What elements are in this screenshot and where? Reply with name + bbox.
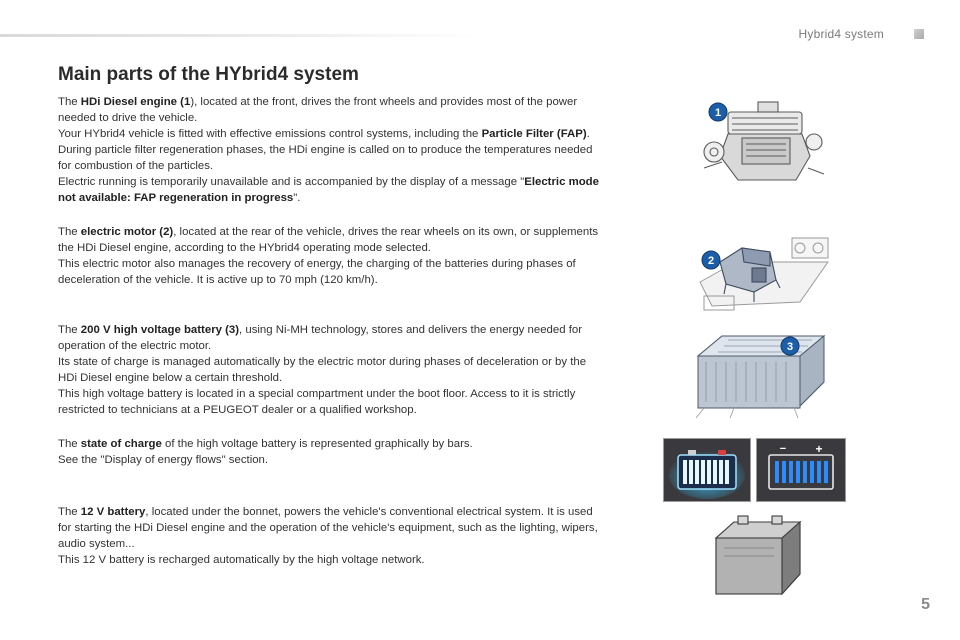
paragraph-electric-motor: The electric motor (2), located at the rear of the vehicle, drives the rear wheels on its own, or supplements the HDi Diesel engine, according to the HYbrid4 operating mode selected. This electric motor also manages the recovery of energy, the charging of the batteries during phases of deceleration of the vehicle. It is active up to 70 mph (120 km/h). [58, 226, 599, 286]
corner-tab-icon [914, 29, 924, 39]
section-label: Hybrid4 system [798, 27, 884, 41]
electric-motor-illustration [696, 222, 834, 318]
state-of-charge-glow-display [663, 438, 751, 502]
state-of-charge-bars-display [756, 438, 846, 502]
engine-illustration [698, 98, 830, 190]
header-rule [0, 34, 480, 37]
callout-3-label: 3 [786, 341, 794, 353]
paragraph-engine: The HDi Diesel engine (1), located at the front, drives the front wheels and provides most of the power needed to drive the vehicle. Your HYbrid4 vehicle is fitted with effective emissions control systems, including the Particle Filter (FAP). During particle filter regeneration phases, the HDi engine is called on to produce the temperatures needed for combustion of the particles. Electric running is temporarily unavailable and is accompanied by the display of a message "Electric mode not available: FAP regeneration in progress". [58, 96, 599, 204]
callout-1-label: 1 [714, 107, 722, 119]
page-title: Main parts of the HYbrid4 system [58, 64, 359, 85]
battery-plus-symbol: + [815, 442, 823, 456]
paragraph-12v-battery: The 12 V battery, located under the bonnet, powers the vehicle's conventional electrical system. It is used for starting the HDi Diesel engine and the operation of the vehicle's equipment, such as the lighting, wipers, audio system... This 12 V battery is recharged automatically by the high voltage network. [58, 506, 598, 566]
paragraph-state-of-charge: The state of charge of the high voltage battery is represented graphically by bars. See the "Display of energy flows" section. [58, 438, 473, 466]
paragraph-hv-battery: The 200 V high voltage battery (3), using Ni-MH technology, stores and delivers the energy needed for operation of the electric motor. Its state of charge is managed automatically by the electric motor during phases of deceleration or by the HDi Diesel engine below a certain threshold. This high voltage battery is located in a special compartment under the boot floor. Access to it is strictly restricted to technicians at a PEUGEOT dealer or a qualified workshop. [58, 324, 587, 416]
12v-battery-illustration [712, 512, 804, 600]
callout-2-label: 2 [707, 255, 715, 267]
battery-minus-symbol: − [779, 443, 787, 455]
hv-battery-illustration [694, 328, 834, 420]
page-number: 5 [921, 596, 930, 613]
